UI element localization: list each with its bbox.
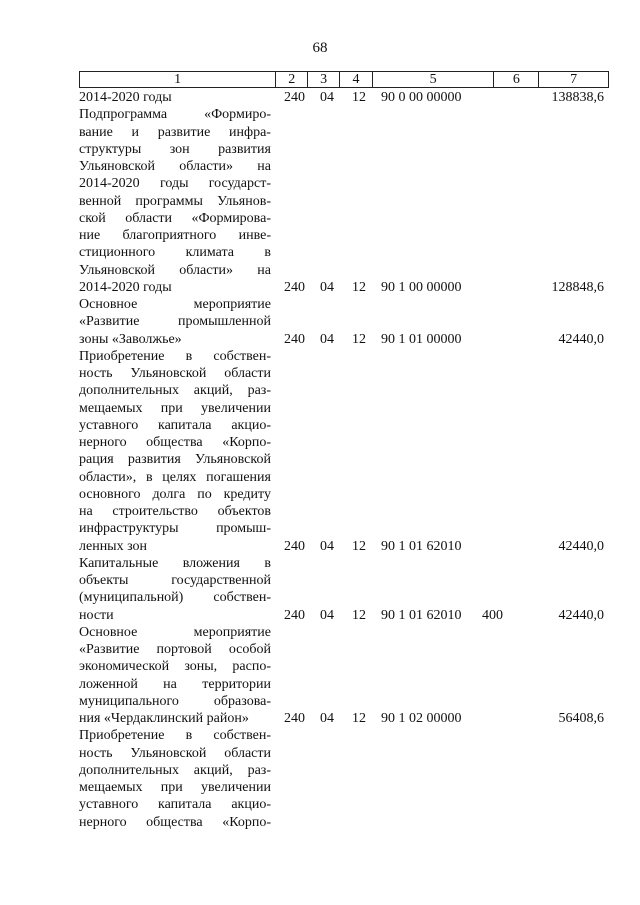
description-word: (муниципальной)	[79, 590, 184, 606]
cell-c4: 12	[352, 279, 366, 295]
description-word: уставного	[79, 797, 139, 813]
description-word: рация	[79, 452, 114, 468]
description-word: промышленной	[178, 314, 271, 330]
cell-c2: 240	[284, 711, 305, 726]
table-row	[0, 607, 640, 624]
description-word: объектов	[217, 504, 271, 519]
page-number: 68	[312, 40, 328, 56]
cell-c7: 42440,0	[558, 607, 604, 623]
description-word: развития	[218, 141, 271, 157]
table-header	[79, 71, 609, 88]
cell-c3: 04	[320, 711, 334, 726]
description-line	[79, 814, 271, 831]
description-word: области	[224, 745, 271, 761]
description-word: Приобретение	[79, 348, 165, 364]
description-word: погашения	[206, 469, 271, 485]
cell-c2: 240	[284, 331, 305, 347]
description-word: «Корпо-	[222, 435, 271, 450]
description-line	[79, 779, 271, 796]
description-word: мероприятие	[193, 624, 271, 640]
header-col-4: 4	[340, 72, 373, 87]
description-line	[79, 624, 271, 641]
description-word: 2014-2020 годы	[79, 279, 172, 295]
cell-c3: 04	[320, 90, 334, 105]
description-word: зоны «Заволжье»	[79, 331, 182, 347]
cell-c5: 90 0 00 00000	[381, 90, 462, 105]
description-word: собствен-	[213, 590, 271, 606]
description-line	[79, 348, 271, 365]
description-word: мещаемых	[79, 780, 143, 795]
description-word: Приобретение	[79, 728, 165, 744]
cell-c5: 90 1 01 62010	[381, 538, 462, 554]
description-word: ния «Чердаклинский район»	[79, 711, 249, 726]
cell-c7: 42440,0	[558, 538, 604, 554]
cell-c2: 240	[284, 607, 305, 623]
description-word: кредиту	[223, 486, 271, 502]
description-word: Капитальные	[79, 555, 159, 571]
description-word: в	[145, 469, 153, 485]
description-word: зоны,	[184, 659, 218, 675]
description-word: ние	[79, 228, 101, 243]
description-word: на	[163, 676, 177, 692]
description-line	[79, 400, 271, 417]
table-row	[0, 279, 640, 296]
description-line	[79, 434, 271, 451]
cell-c3: 04	[320, 607, 334, 623]
description-line	[79, 589, 271, 606]
cell-c4: 12	[352, 711, 366, 726]
cell-c7: 56408,6	[558, 711, 604, 726]
description-word: нерного	[79, 435, 127, 450]
description-word: Ульяновской	[130, 745, 207, 761]
description-line	[79, 417, 271, 434]
description-word: «Развитие	[79, 642, 140, 657]
description-line	[79, 469, 271, 486]
description-word: мероприятие	[193, 297, 271, 312]
description-word: программы	[135, 193, 203, 209]
description-line	[79, 572, 271, 589]
description-word: ской	[79, 210, 106, 226]
description-line	[79, 745, 271, 762]
description-line	[79, 244, 271, 261]
description-line	[79, 296, 271, 313]
description-word: Основное	[79, 624, 138, 640]
description-word: на	[257, 159, 271, 174]
description-line	[79, 555, 271, 572]
header-col-7: 7	[570, 72, 578, 87]
description-word: целях	[162, 469, 197, 485]
description-word: ложенной	[79, 676, 138, 692]
cell-c6: 400	[482, 607, 503, 623]
description-word: акцио-	[231, 417, 271, 433]
description-word: портовой	[156, 642, 212, 657]
description-word: собствен-	[213, 728, 271, 744]
description-line	[79, 158, 271, 175]
description-line	[79, 141, 271, 158]
description-line	[79, 676, 271, 693]
description-word: структуры	[79, 141, 142, 157]
description-word: на	[79, 504, 93, 519]
cell-c7: 42440,0	[558, 331, 604, 347]
description-word: при	[160, 400, 183, 416]
description-word: государственной	[171, 573, 271, 588]
cell-c5: 90 1 01 00000	[381, 331, 462, 347]
cell-c4: 12	[352, 331, 366, 347]
description-line	[79, 503, 271, 520]
description-word: объекты	[79, 573, 129, 588]
cell-c2: 240	[284, 279, 305, 295]
description-word: раз-	[247, 762, 271, 778]
description-word: Ульяновской	[79, 159, 155, 174]
description-word: области»	[179, 262, 234, 278]
description-word: в	[185, 728, 193, 744]
description-word: увеличении	[201, 780, 271, 795]
description-word: дополнительных	[79, 383, 180, 399]
description-word: увеличении	[201, 400, 271, 416]
description-line	[79, 486, 271, 503]
description-word: собствен-	[213, 348, 271, 364]
description-word: капитала	[158, 797, 212, 813]
description-line	[79, 106, 271, 123]
description-line	[79, 796, 271, 813]
cell-c2: 240	[284, 538, 305, 554]
description-word: нерного	[79, 814, 127, 830]
header-col-6: 6	[494, 72, 539, 87]
description-word: акций,	[193, 762, 233, 778]
description-word: зон	[169, 141, 190, 157]
table-row	[0, 538, 640, 555]
description-word: области»,	[79, 469, 137, 485]
description-word: в	[264, 245, 271, 261]
description-word: инфра-	[229, 124, 271, 140]
description-word: в	[185, 348, 193, 364]
description-word: области	[224, 366, 271, 381]
description-word: ленных зон	[79, 538, 148, 554]
description-word: при	[160, 780, 183, 795]
description-word: и	[131, 124, 140, 140]
cell-c3: 04	[320, 331, 334, 347]
header-col-5: 5	[373, 72, 495, 87]
description-word: общества	[146, 435, 203, 450]
description-word: развития	[127, 452, 181, 468]
description-word: основного	[79, 486, 141, 502]
description-word: образова-	[213, 693, 271, 709]
description-word: по	[197, 486, 212, 502]
description-line	[79, 365, 271, 382]
cell-c3: 04	[320, 538, 334, 554]
description-word: климата	[185, 245, 234, 261]
description-line	[79, 520, 271, 537]
description-word: раз-	[247, 383, 271, 399]
description-word: 2014-2020	[79, 176, 140, 192]
cell-c5: 90 1 00 00000	[381, 279, 462, 295]
description-word: акцио-	[231, 797, 271, 813]
description-word: благоприятного	[122, 228, 217, 243]
description-line	[79, 210, 271, 227]
description-word: особой	[228, 642, 271, 657]
description-word: Основное	[79, 297, 138, 312]
description-word: «Формиро-	[204, 107, 271, 123]
cell-c7: 128848,6	[551, 279, 604, 295]
description-word: ность	[79, 366, 113, 381]
description-word: дополнительных	[79, 762, 180, 778]
description-word: мещаемых	[79, 400, 143, 416]
description-word: ности	[79, 607, 114, 623]
description-word: экономической	[79, 659, 170, 675]
description-line	[79, 658, 271, 675]
description-line	[79, 124, 271, 141]
cell-c5: 90 1 02 00000	[381, 711, 462, 726]
description-word: области»	[179, 159, 234, 174]
description-line	[79, 727, 271, 744]
description-line	[79, 313, 271, 330]
description-word: «Развитие	[79, 314, 140, 330]
cell-c4: 12	[352, 90, 366, 105]
description-line	[79, 641, 271, 658]
description-word: уставного	[79, 417, 139, 433]
header-col-2: 2	[276, 72, 308, 87]
description-word: строительство	[112, 504, 198, 519]
description-line	[79, 227, 271, 244]
description-word: инве-	[238, 228, 271, 243]
description-word: Ульяновской	[79, 262, 155, 278]
description-word: стиционного	[79, 245, 156, 261]
cell-c2: 240	[284, 90, 305, 105]
description-line	[79, 175, 271, 192]
description-word: вание	[79, 124, 113, 140]
description-word: капитала	[158, 417, 212, 433]
description-word: акций,	[193, 383, 233, 399]
description-word: ность	[79, 745, 113, 761]
table-row	[0, 710, 640, 727]
description-line	[79, 193, 271, 210]
table-row	[0, 89, 640, 106]
description-word: области	[125, 210, 173, 226]
description-word: территории	[202, 676, 271, 692]
cell-c5: 90 1 01 62010	[381, 607, 462, 623]
description-word: в	[264, 555, 271, 571]
description-word: вложения	[182, 555, 240, 571]
description-word: муниципального	[79, 693, 179, 709]
description-word: на	[257, 262, 271, 278]
description-line	[79, 262, 271, 279]
description-word: инфраструктуры	[79, 521, 179, 537]
description-word: промыш-	[216, 521, 271, 537]
description-line	[79, 451, 271, 468]
cell-c4: 12	[352, 607, 366, 623]
description-word: годы	[159, 176, 189, 192]
description-word: развитие	[157, 124, 211, 140]
description-word: государст-	[208, 176, 271, 192]
description-word: Ульяновской	[195, 452, 271, 468]
description-word: распо-	[232, 659, 271, 675]
cell-c4: 12	[352, 538, 366, 554]
description-line	[79, 382, 271, 399]
header-col-3: 3	[308, 72, 340, 87]
description-word: венной	[79, 193, 122, 209]
cell-c3: 04	[320, 279, 334, 295]
description-word: Ульяновской	[130, 366, 207, 381]
description-word: 2014-2020 годы	[79, 90, 172, 105]
description-word: общества	[146, 814, 203, 830]
description-word: «Корпо-	[222, 814, 271, 830]
header-col-1: 1	[80, 72, 276, 87]
table-row	[0, 331, 640, 348]
description-line	[79, 762, 271, 779]
description-word: «Формирова-	[191, 210, 271, 226]
description-word: Подпрограмма	[79, 107, 168, 123]
description-line	[79, 693, 271, 710]
cell-c7: 138838,6	[551, 90, 604, 105]
description-word: Ульянов-	[217, 193, 271, 209]
description-word: долга	[152, 486, 186, 502]
